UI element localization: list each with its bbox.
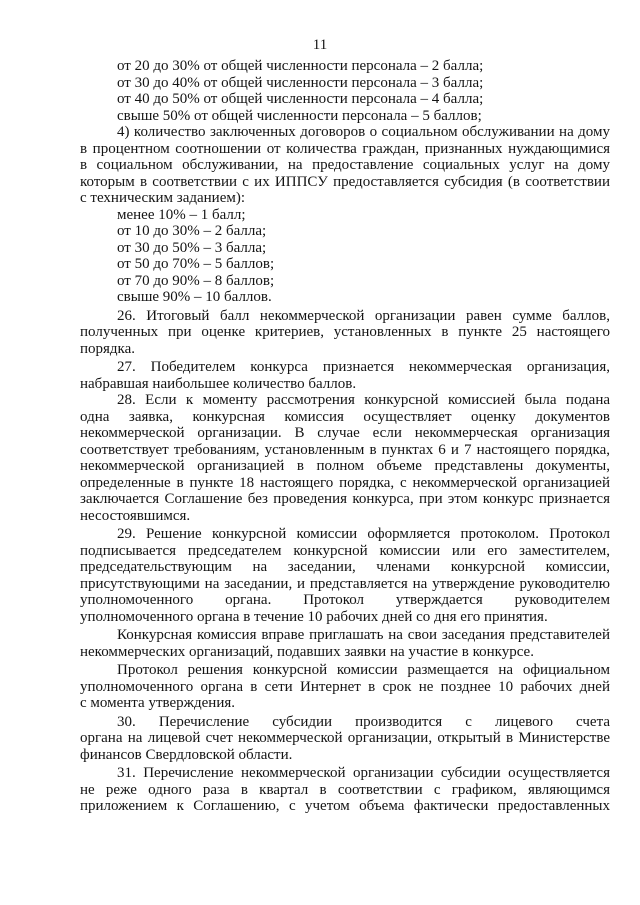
text-line: приложением к Соглашению, с учетом объема фактически предоставленных	[80, 798, 610, 814]
text-line: уполномоченного органа в сети Интернет в срок не позднее 10 рабочих дней	[80, 678, 610, 695]
text-line: от 50 до 70% – 5 баллов;	[117, 256, 275, 272]
text-line: заключается Соглашение без проведения конкурса, при этом конкурс признается	[80, 491, 610, 507]
text-line: 29. Решение конкурсной комиссии оформляется протоколом. Протокол	[117, 526, 610, 542]
text-line: не реже одного раза в квартал в соответствии с графиком, являющимся	[80, 781, 610, 798]
text-line: 31. Перечисление некоммерческой организации субсидии осуществляется	[117, 765, 610, 781]
text-line: 26. Итоговый балл некоммерческой организации равен сумме баллов,	[117, 307, 610, 324]
text-line: уполномоченного органа. Протокол утверждается руководителем	[80, 592, 610, 608]
text-line: соответствует требованиям, установленным в пунктах 6 и 7 настоящего порядка,	[80, 441, 610, 458]
text-line: которым в соответствии с их ИППСУ предоставляется субсидия (в соответствии	[80, 173, 610, 190]
text-line: 4) количество заключенных договоров о социальном обслуживании на дому	[117, 124, 610, 140]
text-line: порядка.	[80, 340, 136, 357]
text-line: 28. Если к моменту рассмотрения конкурсной комиссией была подана	[117, 392, 610, 408]
text-line: органа на лицевой счет некоммерческой организации, открытый в Министерстве	[80, 730, 610, 746]
text-line: финансов Свердловской области.	[80, 746, 293, 763]
page-number: 11	[312, 37, 328, 53]
text-line: от 30 до 40% от общей численности персонала – 3 балла;	[117, 74, 484, 91]
text-line: менее 10% – 1 балл;	[117, 206, 246, 223]
text-line: в социальном обслуживании, на предоставление социальных услуг на дому	[80, 157, 610, 173]
text-line: некоммерческой организацией в полном объеме представлены документы,	[80, 458, 610, 474]
text-line: от 20 до 30% от общей численности персонала – 2 балла;	[117, 58, 484, 74]
text-line: 30. Перечисление субсидии производится с лицевого счета	[117, 713, 610, 730]
text-line: с техническим заданием):	[80, 190, 246, 206]
text-line: Протокол решения конкурсной комиссии размещается на официальном	[117, 662, 610, 678]
text-line: несостоявшимся.	[80, 507, 191, 524]
text-line: набравшая наибольшее количество баллов.	[80, 375, 357, 392]
text-line: свыше 90% – 10 баллов.	[117, 289, 272, 305]
text-line: 27. Победителем конкурса признается некоммерческая организация,	[117, 359, 610, 375]
text-line: присутствующими на заседании, и представляется на утверждение руководителю	[80, 575, 610, 592]
text-line: полученных при оценке критериев, установленных в пункте 25 настоящего	[80, 324, 610, 340]
text-line: в процентном соотношении от количества граждан, признанных нуждающимися	[80, 140, 610, 157]
text-line: председательствующим на заседании, членами конкурсной комиссии,	[80, 559, 610, 575]
text-line: некоммерческой организации. В случае если некоммерческая организация	[80, 425, 610, 441]
text-line: одна заявка, конкурсная комиссия осуществляет оценку документов	[80, 408, 610, 425]
text-line: свыше 50% от общей численности персонала – 5 баллов;	[117, 107, 482, 124]
text-line: определенные в пункте 18 настоящего порядка, с некоммерческой организацией	[80, 474, 610, 491]
text-line: от 30 до 50% – 3 балла;	[117, 239, 267, 256]
text-line: от 40 до 50% от общей численности персонала – 4 балла;	[117, 91, 484, 107]
text-line: от 70 до 90% – 8 баллов;	[117, 272, 275, 289]
text-line: некоммерческих организаций, подавших заявки на участие в конкурсе.	[80, 643, 534, 660]
text-line: Конкурсная комиссия вправе приглашать на свои заседания представителей	[117, 627, 610, 643]
document-body	[80, 58, 610, 815]
text-line: от 10 до 30% – 2 балла;	[117, 223, 267, 239]
text-line: подписывается председателем конкурсной комиссии или его заместителем,	[80, 542, 610, 559]
text-line: с момента утверждения.	[80, 695, 236, 711]
text-line: уполномоченного органа в течение 10 рабочих дней со дня его принятия.	[80, 608, 548, 625]
